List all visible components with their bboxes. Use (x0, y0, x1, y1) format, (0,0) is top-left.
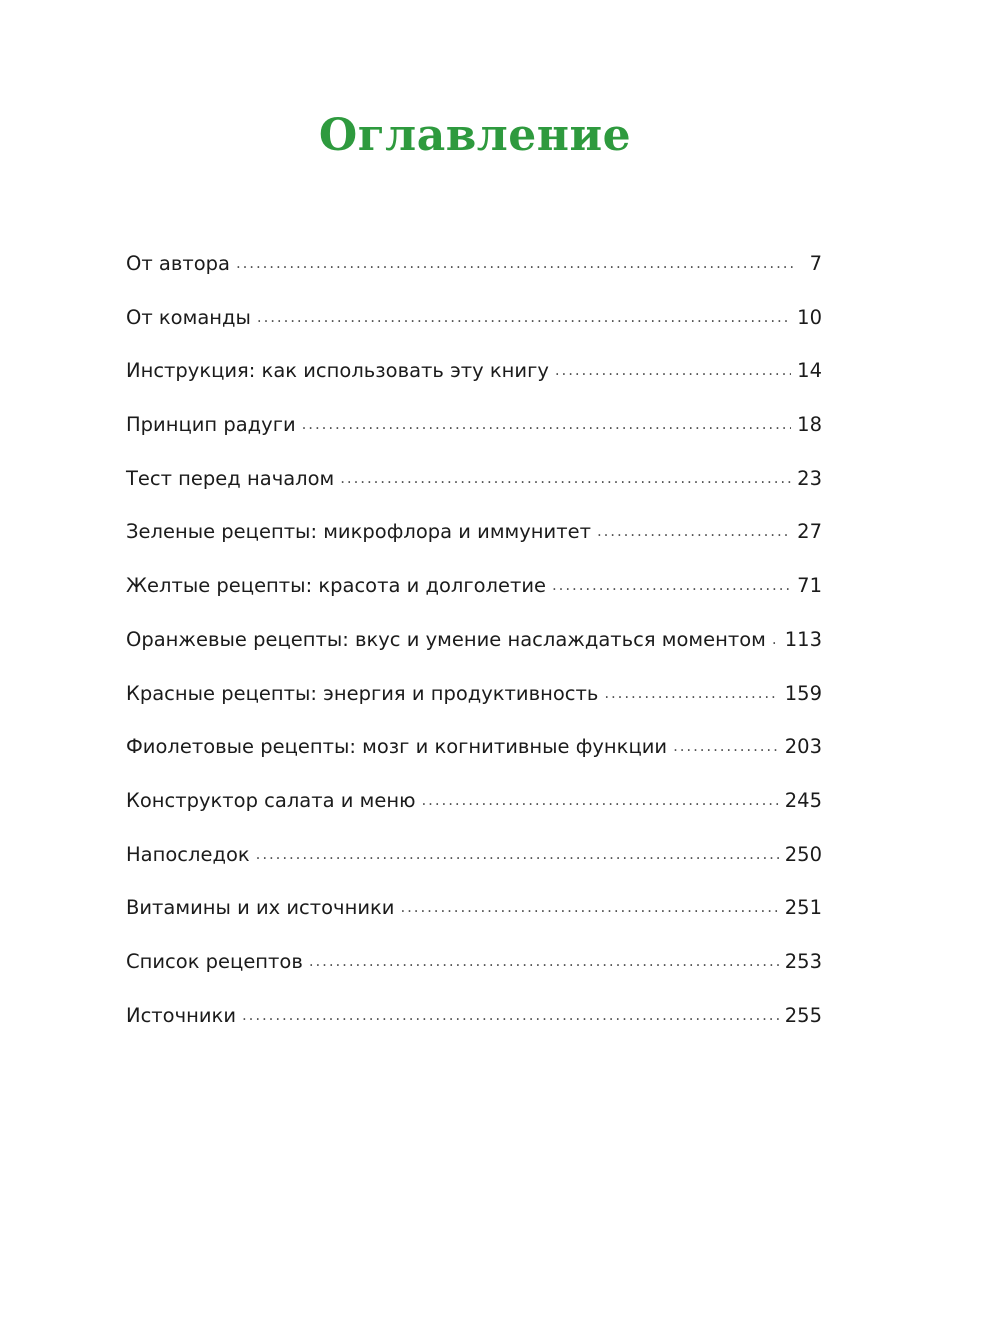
toc-entry-title: Источники (126, 1003, 236, 1027)
toc-entry-title: От команды (126, 305, 251, 329)
dot-leader (242, 1006, 779, 1024)
dot-leader (604, 684, 778, 702)
toc-entry-green-recipes[interactable] (126, 520, 822, 574)
page-title: Оглавление (318, 110, 632, 161)
dot-leader (422, 791, 779, 809)
toc-entry-from-team[interactable] (126, 306, 822, 360)
toc-entry-orange-recipes[interactable] (126, 628, 822, 682)
toc-entry-title: Оранжевые рецепты: вкус и умение наслаждаться моментом (126, 627, 766, 651)
toc-page-number: 18 (797, 413, 822, 437)
toc-page-number: 23 (797, 466, 822, 490)
dot-leader (555, 361, 791, 379)
toc-entry-finally[interactable] (126, 843, 822, 897)
toc-entry-instruction[interactable] (126, 359, 822, 413)
toc-entry-title: Фиолетовые рецепты: мозг и когнитивные функции (126, 735, 668, 759)
dot-leader (257, 308, 791, 326)
toc-page-number: 245 (784, 788, 822, 812)
dot-leader (673, 737, 779, 755)
toc-page-number: 159 (784, 681, 822, 705)
toc-entry-title: От автора (126, 252, 230, 275)
toc-entry-sources[interactable] (126, 1004, 822, 1058)
toc-entry-red-recipes[interactable] (126, 682, 822, 736)
toc-entry-title: Желтые рецепты: красота и долголетие (126, 574, 547, 598)
toc-page-number: 255 (784, 1003, 822, 1027)
toc-page-number: 14 (797, 359, 822, 383)
toc-entry-title: Напоследок (126, 842, 250, 866)
dot-leader (256, 845, 779, 863)
toc-page-number: 10 (797, 305, 822, 329)
toc-entry-pre-test[interactable] (126, 467, 822, 521)
toc-page-number: 203 (784, 735, 822, 759)
toc-entry-salad-constructor[interactable] (126, 789, 822, 843)
toc-page-number: 27 (797, 520, 822, 544)
toc-page-number: 251 (784, 896, 822, 920)
toc-entry-rainbow-principle[interactable] (126, 413, 822, 467)
toc-page-number: 250 (784, 842, 822, 866)
toc-entry-title: Тест перед началом (126, 466, 335, 490)
dot-leader (597, 522, 791, 540)
table-of-contents (126, 252, 822, 1057)
dot-leader (340, 469, 791, 487)
toc-entry-title: Красные рецепты: энергия и продуктивность (126, 681, 599, 705)
toc-entry-title: Принцип радуги (126, 413, 296, 437)
toc-entry-purple-recipes[interactable] (126, 735, 822, 789)
toc-page-number: 113 (784, 627, 822, 651)
toc-page-number: 71 (797, 574, 822, 598)
dot-leader (772, 630, 779, 648)
toc-entry-yellow-recipes[interactable] (126, 574, 822, 628)
toc-entry-title: Инструкция: как использовать эту книгу (126, 359, 549, 383)
toc-entry-recipe-list[interactable] (126, 950, 822, 1004)
toc-entry-vitamins[interactable] (126, 896, 822, 950)
toc-page-number: 253 (784, 949, 822, 973)
toc-entry-title: Конструктор салата и меню (126, 788, 416, 812)
toc-page-number: 7 (809, 252, 822, 275)
dot-leader (400, 898, 778, 916)
toc-entry-title: Витамины и их источники (126, 896, 395, 920)
toc-entry-from-author[interactable] (126, 252, 822, 306)
toc-entry-title: Список рецептов (126, 949, 303, 973)
dot-leader (309, 952, 779, 970)
dot-leader (552, 576, 791, 594)
dot-leader (302, 415, 792, 433)
dot-leader (236, 254, 794, 272)
toc-entry-title: Зеленые рецепты: микрофлора и иммунитет (126, 520, 591, 544)
